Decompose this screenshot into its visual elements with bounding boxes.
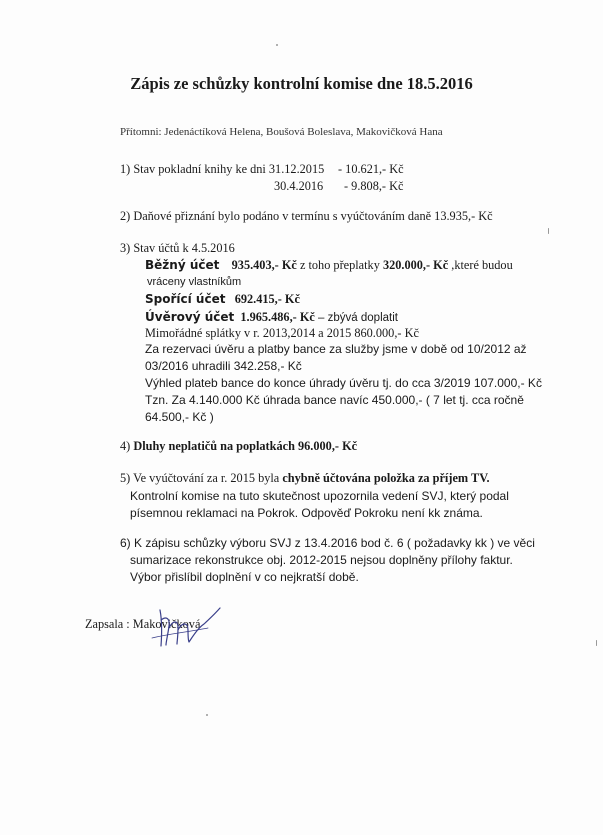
item1-line1-label: 1) Stav pokladní knihy ke dni 31.12.2015 [120,162,325,176]
item5-prefix: 5) Ve vyúčtování za r. 2015 byla [120,471,283,485]
item6-line2: sumarizace rekonstrukce obj. 2012-2015 nejsou doplněny přílohy faktur. [130,553,513,567]
item5-line2: Kontrolní komise na tuto skutečnost upozornila vedení SVJ, který podal [130,489,509,503]
item5-bold: chybně účtována položka za příjem TV. [282,471,490,485]
scan-speck [206,714,208,716]
uverovy-ucet-value: 1.965.486,- Kč [240,310,315,324]
bezny-overpay: 320.000,- Kč [382,258,449,272]
rezervace-line2: 03/2016 uhradili 342.258,- Kč [145,359,302,373]
bezny-continuation: vráceny vlastníkům [147,276,242,288]
item4-prefix: 4) [120,439,134,453]
item4-text: Dluhy neplatičů na poplatkách 96.000,- Kč [133,439,358,453]
item6-line1: 6) K zápisu schůzky výboru SVJ z 13.4.2016 bod č. 6 ( požadavky kk ) ve věci [120,536,535,550]
uverovy-text: – zbývá doplatit [314,312,398,324]
bezny-ucet-label: Běžný účet [145,258,220,272]
bezny-text1: z toho přeplatky [296,258,383,272]
rezervace-line1: Za rezervaci úvěru a platby bance za služby jsme v době od 10/2012 až [145,342,527,356]
uverovy-ucet-line [145,311,398,325]
item5-line1 [120,472,490,484]
item1-line2-value: - 9.808,- Kč [344,179,404,193]
sporici-ucet-value: 692.415,- Kč [234,292,300,306]
attendees-line: Přítomni: Jedenáctíková Helena, Boušová Boleslava, Makovičková Hana [120,126,443,138]
item1-line2-label: 30.4.2016 [274,179,324,193]
sporici-ucet-label: Spořící účet [145,292,226,306]
scan-speck [596,640,597,646]
scan-speck [276,44,278,46]
sporici-ucet-line [145,293,300,305]
vyhled-plateb: Výhled plateb bance do konce úhrady úvěru tj. do cca 3/2019 107.000,- Kč [145,376,542,390]
item3-header: 3) Stav účtů k 4.5.2016 [120,241,235,255]
item5-line3: písemnou reklamaci na Pokrok. Odpověď Pokroku není kk známa. [130,506,483,520]
bezny-text2: ,které budou [448,258,513,272]
scan-speck [548,228,549,234]
uverovy-ucet-label: Úvěrový účet [145,310,235,324]
item6-line3: Výbor přislíbil doplnění v co nejkratší době. [130,570,359,584]
mimoradne-splatky: Mimořádné splátky v r. 2013,2014 a 2015 860.000,- Kč [145,326,419,340]
document-title: Zápis ze schůzky kontrolní komise dne 18.5.2016 [130,74,473,93]
item4-line [120,440,357,452]
bezny-ucet-line [145,259,513,271]
item1-line1-value: - 10.621,- Kč [338,162,404,176]
signature-label: Zapsala : Makovičková [85,617,201,631]
handwritten-signature [138,598,238,658]
bezny-ucet-value: 935.403,- Kč [231,258,297,272]
item2-text: 2) Daňové přiznání bylo podáno v termínu s vyúčtováním daně 13.935,- Kč [120,209,493,223]
tzn-line2: 64.500,- Kč ) [145,410,214,424]
tzn-line1: Tzn. Za 4.140.000 Kč úhrada bance navíc 450.000,- ( 7 let tj. cca ročně [145,393,524,407]
